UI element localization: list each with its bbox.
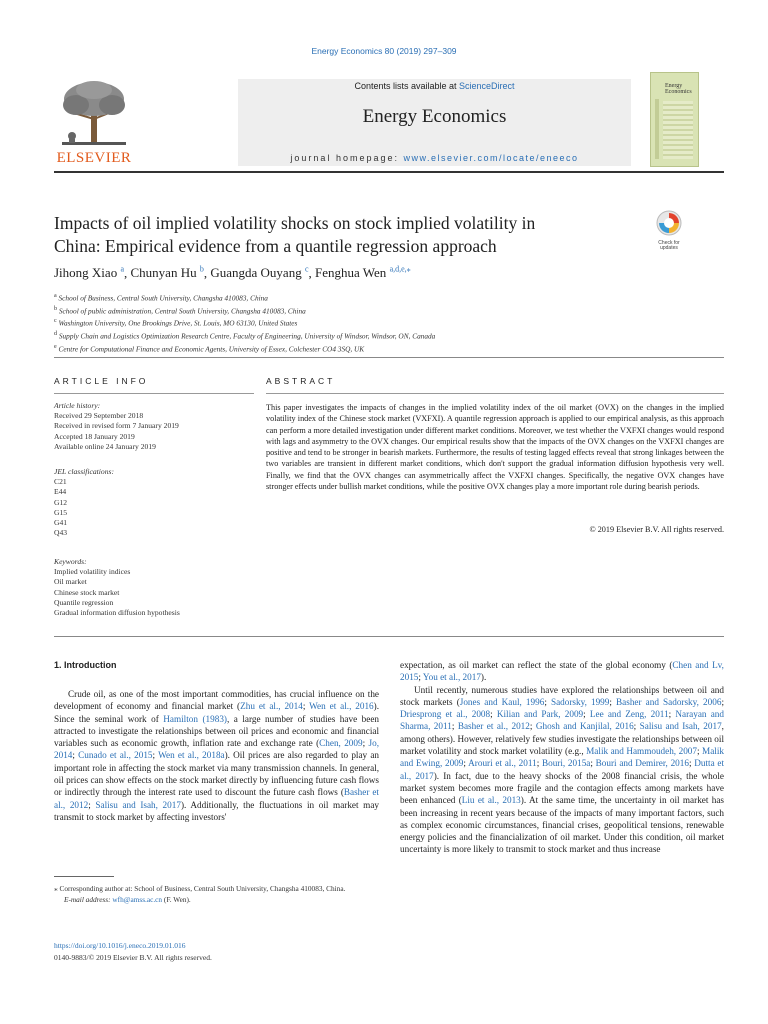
body-text: ). Additionally, the fluctuations in oil market may transmit to stock market by affecting investors' xyxy=(54,799,379,822)
body-text: ; xyxy=(463,758,469,769)
jel-code: G15 xyxy=(54,507,68,517)
body-text: , a large number of studies have been attracted to investigate the relationships between oil prices and economic and financial variables such as economic growth, inflation rate and exchange rate ( xyxy=(54,713,379,749)
affiliation-sup: b xyxy=(54,305,58,312)
introduction-heading: 1. Introduction xyxy=(54,660,117,670)
affiliation-text: Washington University, One Brookings Drive, St. Louis, MO 63130, United States xyxy=(58,318,298,328)
citation-link[interactable]: Zhu et al., 2014 xyxy=(240,701,303,712)
article-title xyxy=(54,212,624,258)
author[interactable] xyxy=(315,265,411,280)
abstract-copyright: © 2019 Elsevier B.V. All rights reserved. xyxy=(589,525,724,534)
citation-link[interactable]: Lee and Zeng, 2011 xyxy=(589,709,669,720)
citation-link[interactable]: Bouri and Demirer, 2016 xyxy=(595,758,689,769)
affiliation-item xyxy=(54,291,435,304)
history-item: Received in revised form 7 January 2019 xyxy=(54,421,179,431)
body-text: ; xyxy=(668,709,676,720)
email-suffix: (F. Wen). xyxy=(162,895,191,904)
body-text: ; xyxy=(451,721,458,732)
journal-homepage xyxy=(238,153,631,163)
cover-title xyxy=(665,83,692,95)
affiliation-item xyxy=(54,304,435,317)
author-sep: , xyxy=(203,265,211,281)
body-text: ; xyxy=(583,709,590,720)
author[interactable] xyxy=(54,265,124,280)
title-line-2: China: Empirical evidence from a quantile regression approach xyxy=(54,236,497,256)
author-name: Guangda Ouyang xyxy=(210,265,302,281)
author-affil-sup: a xyxy=(120,265,125,274)
body-text: ; xyxy=(633,721,640,732)
journal-citation-link[interactable]: Energy Economics 80 (2019) 297–309 xyxy=(311,46,457,56)
author-name: Fenghua Wen xyxy=(315,265,387,281)
check-for-updates-button[interactable] xyxy=(648,210,690,250)
jel-code: G41 xyxy=(54,518,68,528)
affiliation-text: Supply Chain and Logistics Optimization Research Centre, Faculty of Engineering, University of Windsor, Windsor, ON, Canada xyxy=(58,331,436,341)
jel-classifications xyxy=(54,467,114,538)
contents-prefix: Contents lists available at xyxy=(354,81,460,91)
citation-link[interactable]: Sadorsky, 1999 xyxy=(550,696,610,707)
citation-link[interactable]: Ghosh and Kanjilal, 2016 xyxy=(535,721,634,732)
jel-code: E44 xyxy=(54,487,67,497)
affiliation-text: Centre for Computational Finance and Economic Agents, University of Essex, Colchester CO4 3SQ, UK xyxy=(58,344,365,354)
cover-title-line1: Energy xyxy=(665,83,683,89)
history-label: Article history: xyxy=(54,401,101,410)
title-line-1: Impacts of oil implied volatility shocks on stock implied volatility in xyxy=(54,213,536,233)
citation-link[interactable]: You et al., 2017 xyxy=(422,672,481,683)
footnote-text: Corresponding author at: School of Business, Central South University, Changsha 410083, China. xyxy=(59,884,346,893)
citation-link[interactable]: Malik and Ewing, 2009 xyxy=(400,746,724,769)
affiliation-sup: c xyxy=(54,318,57,325)
author-name: Chunyan Hu xyxy=(130,265,197,281)
citation-link[interactable]: Malik and Hammoudeh, 2007 xyxy=(586,746,697,757)
keyword-item: Implied volatility indices xyxy=(54,567,131,577)
elsevier-wordmark: ELSEVIER xyxy=(56,150,132,166)
affiliation-item xyxy=(54,329,435,342)
body-text: ). In fact, due to the heavy shocks of the 2008 financial crisis, the whole market system becomes more fragile and the contagion effects among markets have been enhanced ( xyxy=(400,770,724,806)
keyword-item: Chinese stock market xyxy=(54,587,120,597)
affiliation-list xyxy=(54,291,435,355)
body-column-right xyxy=(400,659,724,856)
body-text: ; xyxy=(721,696,724,707)
citation-link[interactable]: Chen and Lv, 2015 xyxy=(400,660,724,683)
body-text: ). Oil prices are also regarded to play an important role in affecting the stock market via many transmission channels. In general, oil prices can show effects on the stock market directly by influencing future cash flows or indirectly through the interest rate used to discount the future cash flows ( xyxy=(54,750,379,798)
citation-link[interactable]: Basher and Sadorsky, 2006 xyxy=(616,696,722,707)
author-sep: , xyxy=(124,265,131,281)
citation-link[interactable]: Driesprong et al., 2008 xyxy=(400,709,491,720)
homepage-prefix: journal homepage: xyxy=(290,153,404,163)
body-text: ; xyxy=(490,709,497,720)
citation-link[interactable]: Salisu and Isah, 2017 xyxy=(95,799,181,810)
article-history xyxy=(54,401,179,452)
body-text: ; xyxy=(696,746,703,757)
author-list xyxy=(54,265,411,281)
body-text: ; xyxy=(590,758,596,769)
author-affil-sup: a,d,e, xyxy=(389,265,407,274)
body-text: ; xyxy=(88,799,96,810)
jel-code: C21 xyxy=(54,477,67,487)
affiliation-text: School of Business, Central South University, Changsha 410083, China xyxy=(58,293,268,303)
footnote-rule xyxy=(54,876,114,877)
citation-link[interactable]: Salisu and Isah, 2017 xyxy=(639,721,722,732)
abstract-rule xyxy=(266,393,724,394)
citation-link[interactable]: Hamilton (1983) xyxy=(163,713,227,724)
header-rule xyxy=(54,171,724,173)
citation-link[interactable]: Wen et al., 2016 xyxy=(309,701,374,712)
body-text: ; xyxy=(72,750,79,761)
citation-link[interactable]: Kilian and Park, 2009 xyxy=(496,709,584,720)
body-text: ; xyxy=(536,758,542,769)
affiliation-sup: d xyxy=(54,331,58,338)
check-updates-icon xyxy=(656,210,682,236)
cover-side-strip xyxy=(655,99,659,159)
body-text: ). xyxy=(480,672,487,683)
body-text: Crude oil, as one of the most important commodities, has crucial influence on the development of economy and financial market ( xyxy=(54,689,379,712)
citation-link[interactable]: Bouri, 2015a xyxy=(541,758,591,769)
affiliation-item xyxy=(54,342,435,355)
email-link[interactable]: wfh@amss.ac.cn xyxy=(112,895,163,904)
check-updates-label-2: updates xyxy=(660,245,678,251)
citation-link[interactable]: Basher et al., 2012 xyxy=(457,721,530,732)
body-text: ; xyxy=(544,696,551,707)
homepage-link[interactable]: www.elsevier.com/locate/eneeco xyxy=(403,153,579,163)
journal-name: Energy Economics xyxy=(362,106,507,127)
email-note xyxy=(54,894,379,905)
author-name: Jihong Xiao xyxy=(54,265,118,281)
body-column-left xyxy=(54,688,379,823)
affiliation-item xyxy=(54,316,435,329)
corresponding-author-mark: ⁎ xyxy=(406,265,411,274)
jel-code: Q43 xyxy=(54,528,68,538)
body-text: ; xyxy=(688,758,695,769)
body-text: ). Since the seminal work of xyxy=(54,701,379,724)
cover-contents-lines xyxy=(663,101,693,159)
body-text: , among others). However, relatively few studies investigate the relationships between oil market volatility and stock market volatility (e.g., xyxy=(400,721,724,757)
abstract-heading: ABSTRACT xyxy=(266,376,336,386)
body-text: Until recently, numerous studies have explored the relationships between oil and stock markets ( xyxy=(400,684,724,707)
history-item: Received 29 September 2018 xyxy=(54,411,144,421)
citation-link[interactable]: Chen, 2009 xyxy=(319,738,363,749)
citation-link[interactable]: Arouri et al., 2011 xyxy=(468,758,537,769)
intro-paragraph-1 xyxy=(54,688,379,823)
author[interactable] xyxy=(131,265,204,280)
corresponding-author-note xyxy=(54,883,379,894)
body-text: ; xyxy=(302,701,310,712)
citation-link[interactable]: Dutta et al., 2017 xyxy=(400,758,724,781)
citation-link[interactable]: Jo, 2014 xyxy=(54,738,379,761)
citation-link[interactable]: Liu et al., 2013 xyxy=(461,795,521,806)
affiliation-sup: e xyxy=(54,343,57,350)
email-label: E-mail address: xyxy=(64,895,113,904)
author-affil-sup: c xyxy=(304,265,309,274)
footnote xyxy=(54,883,379,905)
jel-code: G12 xyxy=(54,497,68,507)
check-updates-label-1: Check for xyxy=(658,240,680,246)
author[interactable] xyxy=(210,265,308,280)
affiliation-text: School of public administration, Central South University, Changsha 410083, China xyxy=(58,306,306,316)
keywords-label: Keywords: xyxy=(54,557,87,566)
intro-paragraph-2 xyxy=(400,684,724,856)
body-text: ; xyxy=(529,721,536,732)
body-rule xyxy=(54,636,724,637)
issn-copyright: 0140-9883/© 2019 Elsevier B.V. All rights reserved. xyxy=(54,953,212,962)
keyword-item: Quantile regression xyxy=(54,597,114,607)
article-info-heading: ARTICLE INFO xyxy=(54,376,149,386)
journal-cover-thumbnail[interactable] xyxy=(650,72,699,167)
contents-line xyxy=(238,81,631,91)
body-text: ; xyxy=(609,696,617,707)
article-info-rule xyxy=(54,393,254,394)
author-sep: , xyxy=(308,265,316,281)
footnote-mark: ⁎ xyxy=(54,884,58,893)
body-text: ; xyxy=(362,738,369,749)
citation-link[interactable]: Cunado et al., 2015 xyxy=(78,750,153,761)
sciencedirect-link[interactable]: ScienceDirect xyxy=(459,81,515,91)
body-text: ; xyxy=(418,672,423,683)
author-affil-sup: b xyxy=(199,265,204,274)
citation-link[interactable]: Jones and Kaul, 1996 xyxy=(459,696,545,707)
history-item: Accepted 18 January 2019 xyxy=(54,431,135,441)
body-text: expectation, as oil market can reflect the state of the global economy ( xyxy=(400,660,673,670)
citation-link[interactable]: Narayan and Sharma, 2011 xyxy=(400,709,724,732)
affiliation-sup: a xyxy=(54,293,57,299)
body-text: ; xyxy=(152,750,159,761)
keyword-item: Oil market xyxy=(54,577,87,587)
doi-link[interactable]: https://doi.org/10.1016/j.eneco.2019.01.016 xyxy=(54,941,186,950)
intro-paragraph-continued xyxy=(400,659,724,684)
jel-label: JEL classifications: xyxy=(54,467,114,476)
citation-link[interactable]: Basher et al., 2012 xyxy=(54,787,379,810)
cover-title-line2: Economics xyxy=(665,89,692,95)
history-item: Available online 24 January 2019 xyxy=(54,441,156,451)
keyword-item: Gradual information diffusion hypothesis xyxy=(54,608,180,618)
abstract-text: This paper investigates the impacts of changes in the implied volatility index of the oil market (OVX) on the changes in the implied volatility index of the Chinese stock market (VXFXI). A quantile regression approach is applied to our empirical analysis, as this approach can perform a more detailed investigation under different market conditions. Moreover, we test whether the VXFXI changes would respond with lags and asymmetry to the OVX changes. Our empirical results show that the impacts of the OVX changes on the VXFXI changes are positive and tend to be stronger in bearish markets. Furthermore, the results of testing lagged effects reveal that strong linkages between the two variables are transient in different market conditions, which don't support the gradual information diffusion hypothesis very well. Finally, we find that the OVX changes can asymmetrically affect the VXFXI changes. Specifically, the negative OVX changes have stronger effects under bullish market conditions, while the positive OVX changes play a more important role during bearish periods. xyxy=(266,403,724,492)
keywords xyxy=(54,557,180,618)
citation-link[interactable]: Wen et al., 2018a xyxy=(158,750,225,761)
body-text: ). At the same time, the uncertainty in oil market has been increasing in recent years because of the impacts of many important factors, such as complex economic circumstances, financial crises, geopolitical tensions, renewable energy policies and the financialization of oil market. Under this condition, oil market uncertainty is more likely to transmit to stock market and thus increase xyxy=(400,795,725,855)
section-rule xyxy=(54,357,724,358)
